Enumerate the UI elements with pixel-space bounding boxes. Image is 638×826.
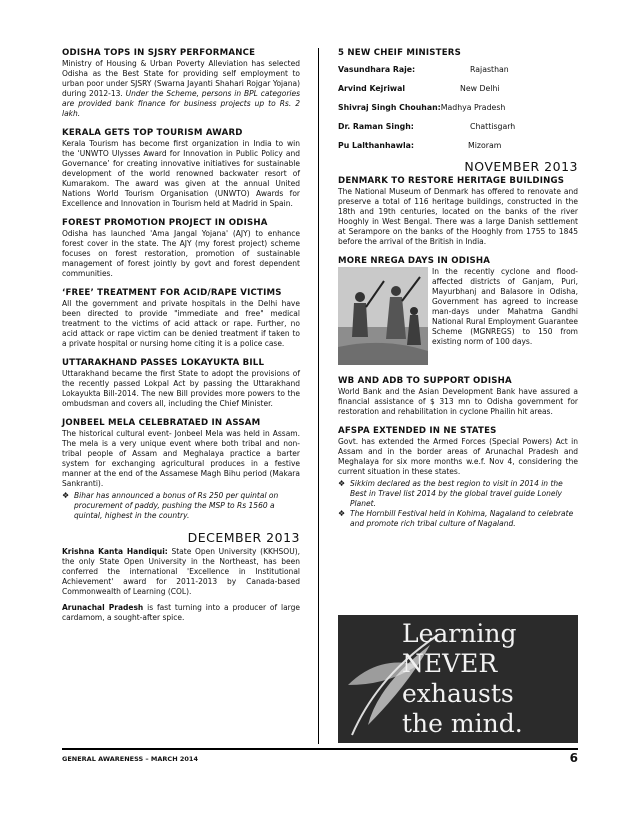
left-column (62, 48, 300, 623)
article-body: Uttarakhand became the first State to adopt the provisions of the recently passed Lokpal Act by passing the Uttarakhand Lokayukta Bill-2014. The new Bill provides more powers to the ombudsman and covers all, including the Chief Minister. (62, 369, 300, 408)
article-body: The historical cultural event- Jonbeel Mela was held in Assam. The mela is a very unique event where both tribal and non-tribal people of Assam and Meghalaya practice a barter system for exchanging agricultural produces in a festive manner at the end of the Assamese Magh Bihu period (Makara Sankranti). (62, 429, 300, 488)
article-title: FOREST PROMOTION PROJECT IN ODISHA (62, 218, 268, 228)
article-title: AFSPA EXTENDED IN NE STATES (338, 426, 497, 436)
article-forest-promotion (62, 218, 300, 279)
minister-row: Pu Lalthanhawla: Mizoram (338, 141, 502, 150)
poster-text: Learning NEVER exhausts the mind. (402, 619, 523, 738)
article-jonbeel-mela (62, 418, 300, 521)
bullet-item: ❖ Bihar has announced a bonus of Rs 250 per quintal on procurement of paddy, pushing the MSP to Rs 1560 a quintal, highest in the country. (62, 491, 279, 520)
column-divider (318, 48, 319, 744)
bullet-list (338, 479, 578, 529)
minister-row: Shivraj Singh Chouhan: Madhya Pradesh (338, 103, 506, 112)
ministers-title: 5 NEW CHEIF MINISTERS (338, 48, 462, 58)
article-wb-adb (338, 376, 578, 417)
article-krishna-kanta: Krishna Kanta Handiqui: State Open University (KKHSOU), the only State Open University in the Northeast, has been conferred the international 'Excellence in Institutional Achievement' award for 2011-2013 by Canada-based Commonwealth of Learning (COL). (62, 547, 301, 596)
article-denmark (338, 176, 578, 247)
ministers-list (338, 64, 578, 152)
minister-row: Vasundhara Raje: Rajasthan (338, 65, 509, 74)
article-title: KERALA GETS TOP TOURISM AWARD (62, 128, 243, 138)
article-odisha-sjsry (62, 48, 300, 119)
article-title: JONBEEL MELA CELEBRATAED IN ASSAM (62, 418, 261, 428)
month-heading-november: NOVEMBER 2013 (464, 159, 578, 174)
article-title: UTTARAKHAND PASSES LOKAYUKTA BILL (62, 358, 265, 368)
article-title: ODISHA TOPS IN SJSRY PERFORMANCE (62, 48, 256, 58)
bullet-list (62, 491, 300, 521)
article-body: World Bank and the Asian Development Bank have assured a financial assistance of $ 313 mn to Odisha government for restoration and rehabilitation in cyclone Phailin hit areas. (338, 387, 578, 416)
diamond-bullet-icon: ❖ (338, 509, 346, 518)
minister-row: Dr. Raman Singh: Chattisgarh (338, 122, 516, 131)
article-nrega (338, 256, 578, 367)
article-body: All the government and private hospitals in the Delhi have been directed to provide "immediate and free" medical treatment to the victims of acid attack or rape. Further, no acid attack or rape victim can be denied treatment if taken to a private hospital or nursing home citing it is a police case. (62, 299, 300, 348)
article-title: WB AND ADB TO SUPPORT ODISHA (338, 376, 512, 386)
minister-row: Arvind Kejriwal New Delhi (338, 84, 500, 93)
article-arunachal: Arunachal Pradesh is fast turning into a producer of large cardamom, a sought-after spice. (62, 603, 300, 622)
diamond-bullet-icon: ❖ (338, 479, 346, 488)
month-heading-december: DECEMBER 2013 (187, 530, 300, 545)
article-title: ‘FREE’ TREATMENT FOR ACID/RAPE VICTIMS (62, 288, 282, 298)
article-lokayukta (62, 358, 300, 409)
bullet-item: ❖ The Hornbill Festival held in Kohima, Nagaland to celebrate and promote rich tribal culture of Nagaland. (338, 509, 574, 528)
article-body: Odisha has launched 'Ama Jangal Yojana' (AJY) to enhance forest cover in the state. The AJY (my forest project) scheme focuses on forest restoration, promotion of sustainable management of forest jointly by govt and forest dependent communities. (62, 229, 300, 278)
article-kerala-tourism (62, 128, 300, 209)
diamond-bullet-icon: ❖ (62, 491, 70, 500)
right-column (338, 48, 578, 538)
article-title: DENMARK TO RESTORE HERITAGE BUILDINGS (338, 176, 565, 186)
article-afspa (338, 426, 578, 529)
farmers-photo (338, 267, 428, 365)
article-free-treatment (62, 288, 300, 349)
article-body: Kerala Tourism has become first organization in India to win the ‘UNWTO Ulysses Award for Innovation in Public Policy and Governance’ for creating innovative initiatives for sustainable development of the world renowned backwater resort of Kumarakom. The award was given at the annual United Nations World Tourism Organisation (UNWTO) Awards for Excellence and Innovation in Tourism held at Madrid in Spain. (62, 139, 300, 208)
page-number: 6 (569, 751, 578, 765)
footer-rule (62, 748, 578, 750)
article-body: In the recently cyclone and flood-affected districts of Ganjam, Puri, Mayurbhanj and Balasore in Odisha, Government has agreed to increase man-days under Mahatma Gandhi National Rural Employment Guarantee Scheme (MGNREGS) to 150 from existing norm of 100 days. (432, 267, 578, 346)
footer-text: GENERAL AWARENESS – MARCH 2014 (62, 755, 198, 763)
article-body: The National Museum of Denmark has offered to renovate and preserve a total of 116 heritage buildings, constructed in the 18th and 19th centuries, located on the banks of the river Hooghly in West Bengal. There was a large Danish settlement at Serampore on the banks of the Hooghly from 1755 to 1845 before the arrival of the British in India. (338, 187, 578, 246)
article-title: MORE NREGA DAYS IN ODISHA (338, 256, 491, 266)
article-body: Ministry of Housing & Urban Poverty Alleviation has selected Odisha as the Best State for providing self employment to urban poor under SJSRY (Swarna Jayanti Shahari Rojgar Yojana) during 2012-13. Under the Scheme, persons in BPL categories are provided bank finance for business projects up to Rs. 2 lakh. (62, 59, 301, 118)
article-body: Govt. has extended the Armed Forces (Special Powers) Act in Assam and in the border areas of Arunachal Pradesh and Meghalaya for six more months w.e.f. Nov 4, considering the current situation in these states. (338, 437, 578, 476)
learning-poster (338, 615, 578, 743)
bullet-item: ❖ Sikkim declared as the best region to visit in 2014 in the Best in Travel list 2014 by the global travel guide Lonely Planet. (338, 479, 563, 508)
